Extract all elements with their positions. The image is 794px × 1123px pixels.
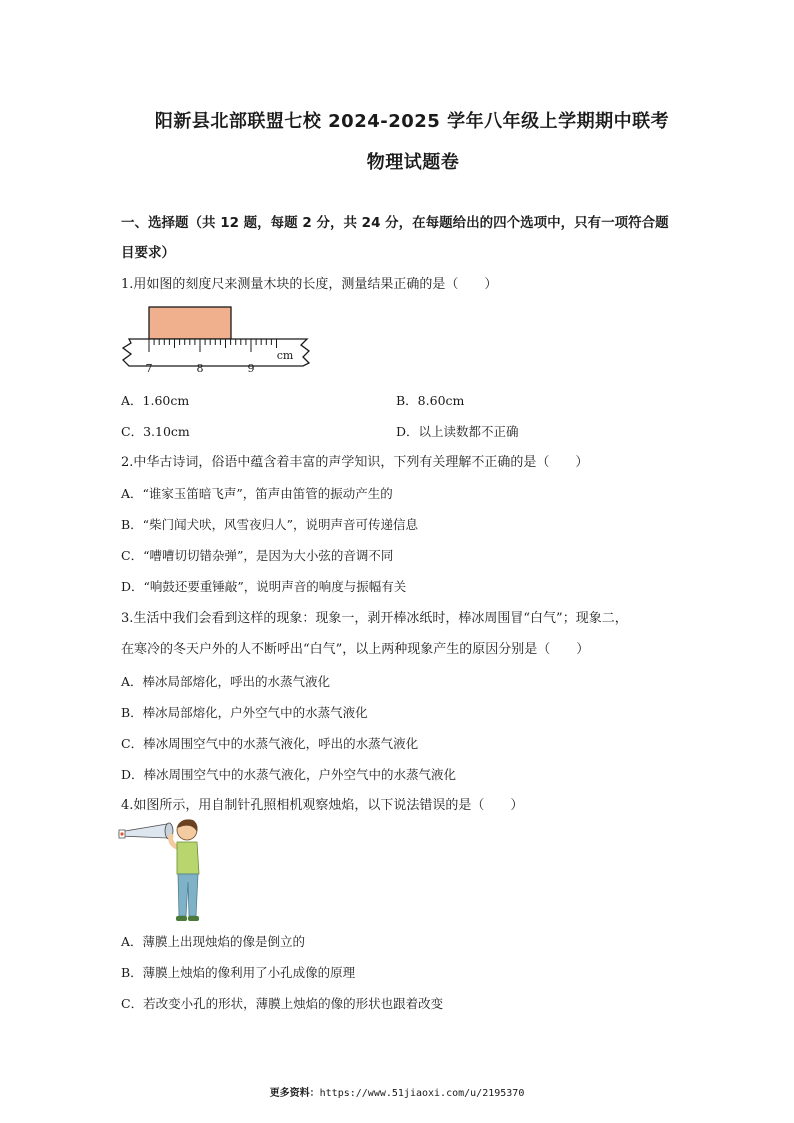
exam-title: 阳新县北部联盟七校 2024-2025 学年八年级上学期期中联考 <box>154 111 670 132</box>
footer-label: 更多资料： <box>269 1088 320 1099</box>
question-3-stem-line1: 3.生活中我们会看到这样的现象：现象一，剥开棒冰纸时，棒冰周围冒“白气”；现象二， <box>121 611 628 626</box>
question-3-stem-line2: 在寒冷的冬天户外的人不断呼出“白气”，以上两种现象产生的原因分别是（ ） <box>121 642 590 657</box>
person-shoe-right <box>188 916 199 921</box>
ruler-figure <box>121 303 311 379</box>
wood-block <box>149 307 231 339</box>
q4-option-b: B．薄膜上烛焰的像利用了小孔成像的原理 <box>121 965 356 980</box>
candle-flame-icon <box>120 832 123 835</box>
q1-option-a: A．1.60cm <box>121 393 190 408</box>
person-pants <box>178 874 198 916</box>
camera-tube <box>119 824 167 838</box>
ruler-label-9: 9 <box>247 362 255 375</box>
question-2-stem: 2.中华古诗词，俗语中蕴含着丰富的声学知识，下列有关理解不正确的是（ ） <box>121 455 589 470</box>
exam-subtitle: 物理试题卷 <box>366 152 460 173</box>
ruler-label-8: 8 <box>196 362 204 375</box>
q3-option-a: A．棒冰局部熔化，呼出的水蒸气液化 <box>121 674 331 689</box>
question-1-stem: 1.用如图的刻度尺来测量木块的长度，测量结果正确的是（ ） <box>121 277 498 292</box>
q1-option-d: D．以上读数都不正确 <box>396 424 519 439</box>
ruler-unit: cm <box>276 349 294 362</box>
section-heading-line2: 目要求） <box>121 245 175 261</box>
ruler-label-7: 7 <box>145 362 153 375</box>
person-shirt <box>177 842 199 874</box>
q3-option-b: B．棒冰局部熔化，户外空气中的水蒸气液化 <box>121 705 368 720</box>
footer <box>0 1084 794 1099</box>
question-4-stem: 4.如图所示，用自制针孔照相机观察烛焰，以下说法错误的是（ ） <box>121 798 524 813</box>
q2-option-a: A．“谁家玉笛暗飞声”，笛声由笛管的振动产生的 <box>121 486 393 501</box>
q1-option-b: B．8.60cm <box>396 393 465 408</box>
q3-option-d: D．棒冰周围空气中的水蒸气液化，户外空气中的水蒸气液化 <box>121 767 457 782</box>
q4-option-a: A．薄膜上出现烛焰的像是倒立的 <box>121 934 306 949</box>
q1-option-c: C．3.10cm <box>121 424 190 439</box>
q3-option-c: C．棒冰周围空气中的水蒸气液化，呼出的水蒸气液化 <box>121 736 419 751</box>
pinhole-camera-svg <box>117 818 212 928</box>
ruler-svg <box>121 303 311 375</box>
q2-option-d: D．“响鼓还要重锤敲”，说明声音的响度与振幅有关 <box>121 579 407 594</box>
q2-option-c: C．“嘈嘈切切错杂弹”，是因为大小弦的音调不同 <box>121 548 394 563</box>
pinhole-camera-figure <box>117 818 212 932</box>
footer-link[interactable]: https://www.51jiaoxi.com/u/2195370 <box>319 1088 525 1099</box>
q4-option-c: C．若改变小孔的形状，薄膜上烛焰的像的形状也跟着改变 <box>121 996 444 1011</box>
section-heading-line1: 一、选择题（共 12 题，每题 2 分，共 24 分，在每题给出的四个选项中，只有一项符合题 <box>121 215 669 231</box>
q2-option-b: B．“柴门闻犬吠，风雪夜归人”，说明声音可传递信息 <box>121 517 418 532</box>
person-shoe-left <box>176 916 187 921</box>
